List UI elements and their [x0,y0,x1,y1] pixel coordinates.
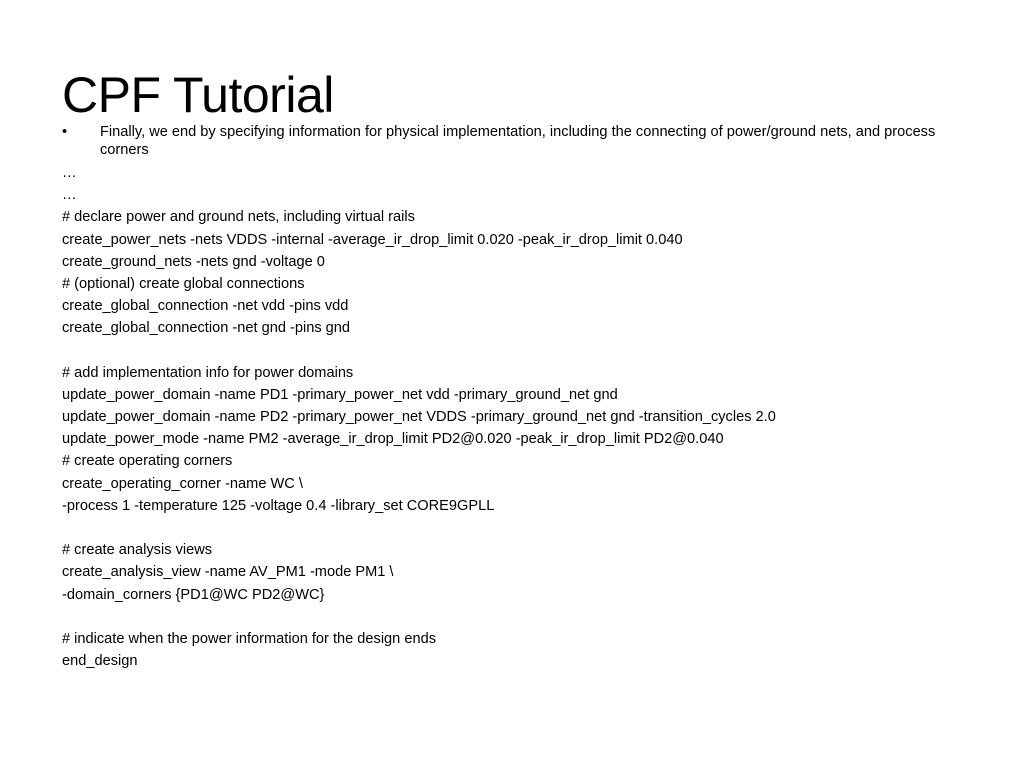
code-line-comment-nets: # declare power and ground nets, including virtual rails [62,209,415,226]
code-line-create-ground-nets: create_ground_nets -nets gnd -voltage 0 [62,253,325,270]
code-line-domain-corners: -domain_corners {PD1@WC PD2@WC} [62,586,325,603]
code-line-comment-corners: # create operating corners [62,453,233,470]
code-line-create-power-nets: create_power_nets -nets VDDS -internal -average_ir_drop_limit 0.020 -peak_ir_drop_limit 0.040 [62,231,683,248]
code-line-blank [62,606,1002,628]
bullet-text: Finally, we end by specifying information for physical implementation, including the connecting of power/ground nets, and process corners [100,124,936,158]
code-line-create-corner: create_operating_corner -name WC \ [62,475,303,492]
code-line-end-design: end_design [62,653,138,670]
code-line-comment-global: # (optional) create global connections [62,275,305,292]
code-line-ellipsis-1: … [62,165,77,181]
code-line-update-pd2: update_power_domain -name PD2 -primary_power_net VDDS -primary_ground_net gnd -transition_cycles 2.0 [62,409,776,426]
code-line-corner-params: -process 1 -temperature 125 -voltage 0.4 -library_set CORE9GPLL [62,497,495,514]
code-line-update-pd1: update_power_domain -name PD1 -primary_power_net vdd -primary_ground_net gnd [62,386,618,403]
bullet-marker: • [62,124,68,140]
code-line-ellipsis-2: … [62,187,77,204]
code-line-comment-domains: # add implementation info for power domains [62,364,354,381]
code-line-global-gnd: create_global_connection -net gnd -pins gnd [62,320,351,337]
code-line-blank [62,340,1002,362]
code-line-create-view: create_analysis_view -name AV_PM1 -mode PM1 \ [62,564,394,581]
code-line-update-pm2: update_power_mode -name PM2 -average_ir_drop_limit PD2@0.020 -peak_ir_drop_limit PD2@0.040 [62,431,724,448]
slide-title: CPF Tutorial [62,67,334,123]
code-line-comment-end: # indicate when the power information for the design ends [62,630,436,647]
code-line-comment-views: # create analysis views [62,542,213,559]
code-block [62,162,1002,672]
code-line-global-vdd: create_global_connection -net vdd -pins vdd [62,298,349,315]
bullet-point [62,123,962,159]
code-line-blank [62,517,1002,539]
